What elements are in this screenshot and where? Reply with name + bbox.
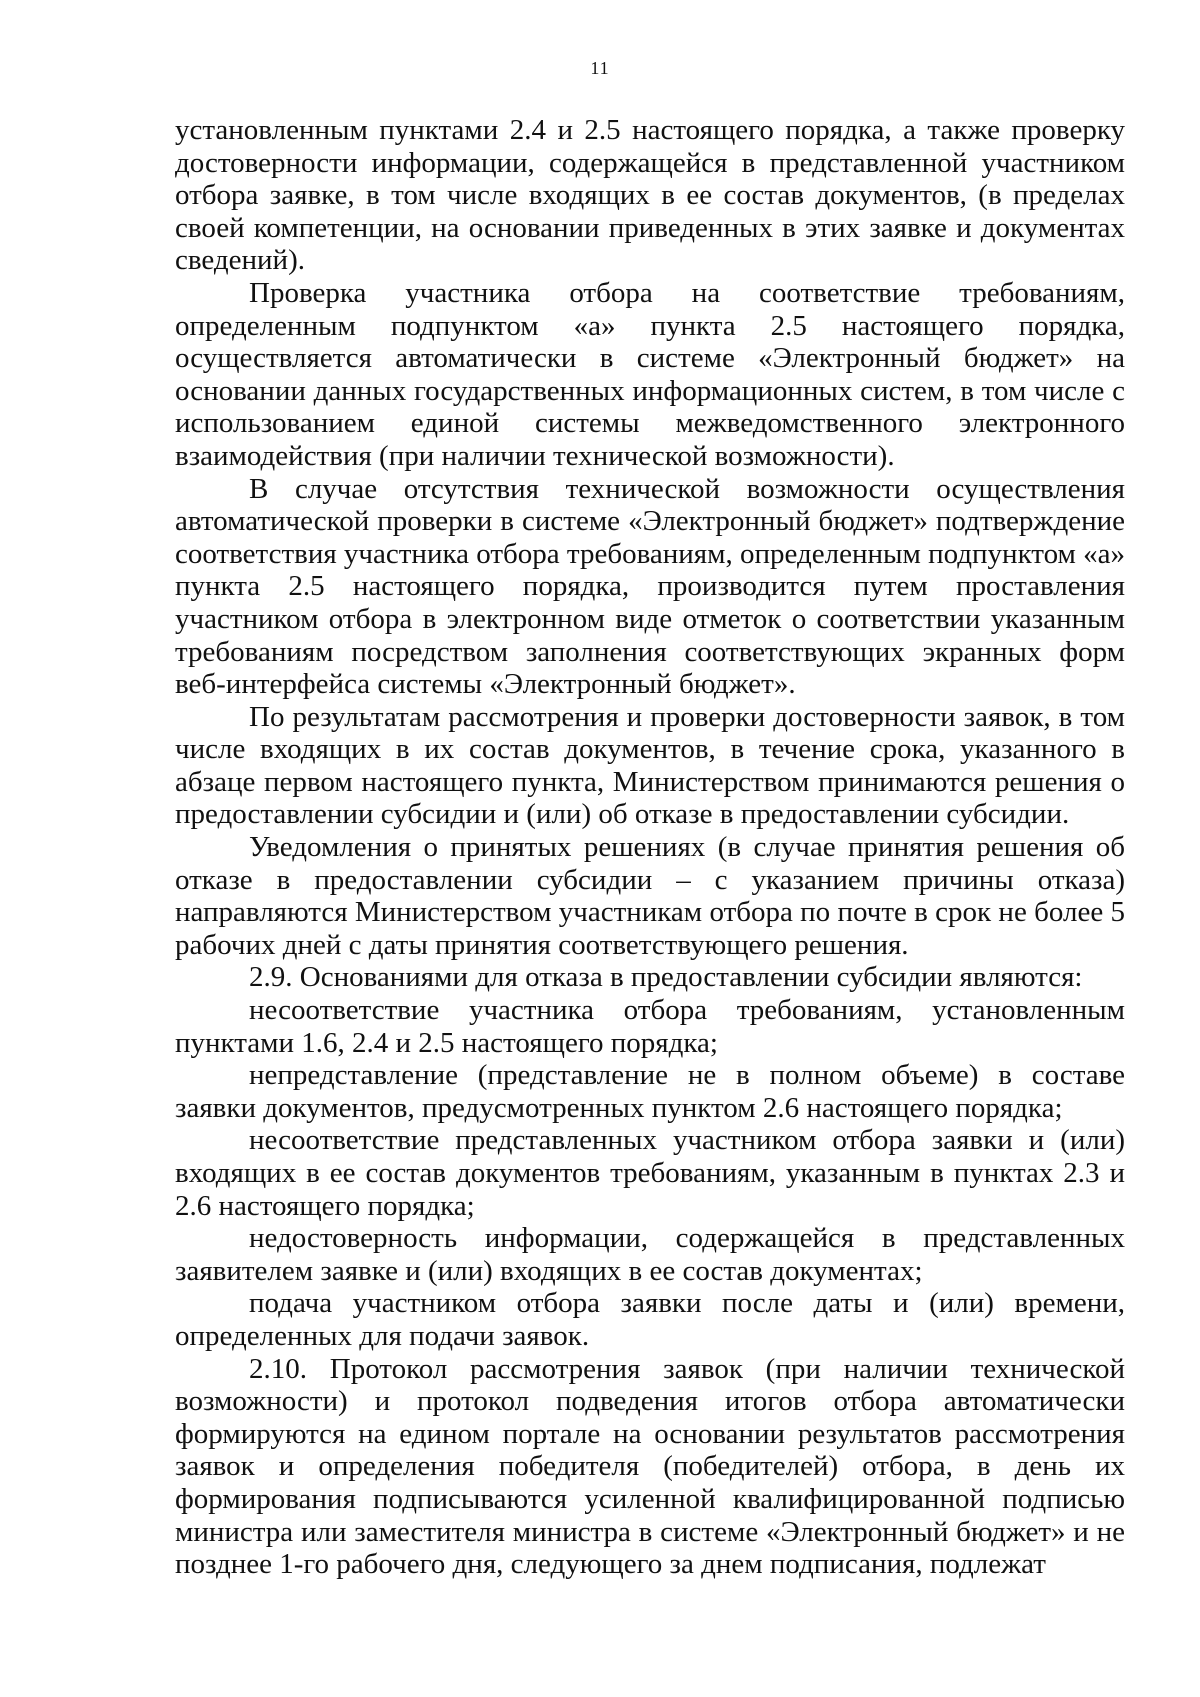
document-body [175,114,1125,1581]
paragraph-continued: установленным пунктами 2.4 и 2.5 настоящего порядка, а также проверку достоверности информации, содержащейся в представленной участником отбора заявке, в том числе входящих в ее состав документов, (в пределах своей компетенции, на основании приведенных в этих заявке и документах сведений). [175,114,1125,277]
refusal-ground-item: подача участником отбора заявки после даты и (или) времени, определенных для подачи заявок. [175,1287,1125,1352]
paragraph: По результатам рассмотрения и проверки достоверности заявок, в том числе входящих в их состав документов, в течение срока, указанного в абзаце первом настоящего пункта, Министерством принимаются решения о предоставлении субсидии и (или) об отказе в предоставлении субсидии. [175,700,1125,831]
section-2-10-paragraph: 2.10. Протокол рассмотрения заявок (при наличии технической возможности) и протокол подведения итогов отбора автоматически формируются на едином портале на основании результатов рассмотрения заявок и определения победителя (победителей) отбора, в день их формирования подписываются усиленной квалифицированной подписью министра или заместителя министра в системе «Электронный бюджет» и не позднее 1-го рабочего дня, следующего за днем подписания, подлежат [175,1352,1125,1581]
paragraph: Проверка участника отбора на соответствие требованиям, определенным подпунктом «а» пункта 2.5 настоящего порядка, осуществляется автоматически в системе «Электронный бюджет» на основании данных государственных информационных систем, в том числе с использованием единой системы межведомственного электронного взаимодействия (при наличии технической возможности). [175,276,1125,472]
refusal-ground-item: несоответствие представленных участником отбора заявки и (или) входящих в ее состав документов требованиям, указанным в пунктах 2.3 и 2.6 настоящего порядка; [175,1124,1125,1222]
refusal-ground-item: недостоверность информации, содержащейся в представленных заявителем заявке и (или) входящих в ее состав документах; [175,1222,1125,1287]
paragraph: Уведомления о принятых решениях (в случае принятия решения об отказе в предоставлении субсидии – с указанием причины отказа) направляются Министерством участникам отбора по почте в срок не более 5 рабочих дней с даты принятия соответствующего решения. [175,831,1125,961]
section-2-9-heading: 2.9. Основаниями для отказа в предоставлении субсидии являются: [249,961,1083,994]
refusal-ground-item: непредставление (представление не в полном объеме) в составе заявки документов, предусмотренных пунктом 2.6 настоящего порядка; [175,1059,1125,1124]
refusal-ground-item: несоответствие участника отбора требованиям, установленным пунктами 1.6, 2.4 и 2.5 настоящего порядка; [175,994,1125,1059]
paragraph: В случае отсутствия технической возможности осуществления автоматической проверки в системе «Электронный бюджет» подтверждение соответствия участника отбора требованиям, определенным подпунктом «а» пункта 2.5 настоящего порядка, производится путем проставления участником отбора в электронном виде отметок о соответствии указанным требованиям посредством заполнения соответствующих экранных форм веб-интерфейса системы «Электронный бюджет». [175,472,1125,701]
page-number: 11 [590,58,610,78]
